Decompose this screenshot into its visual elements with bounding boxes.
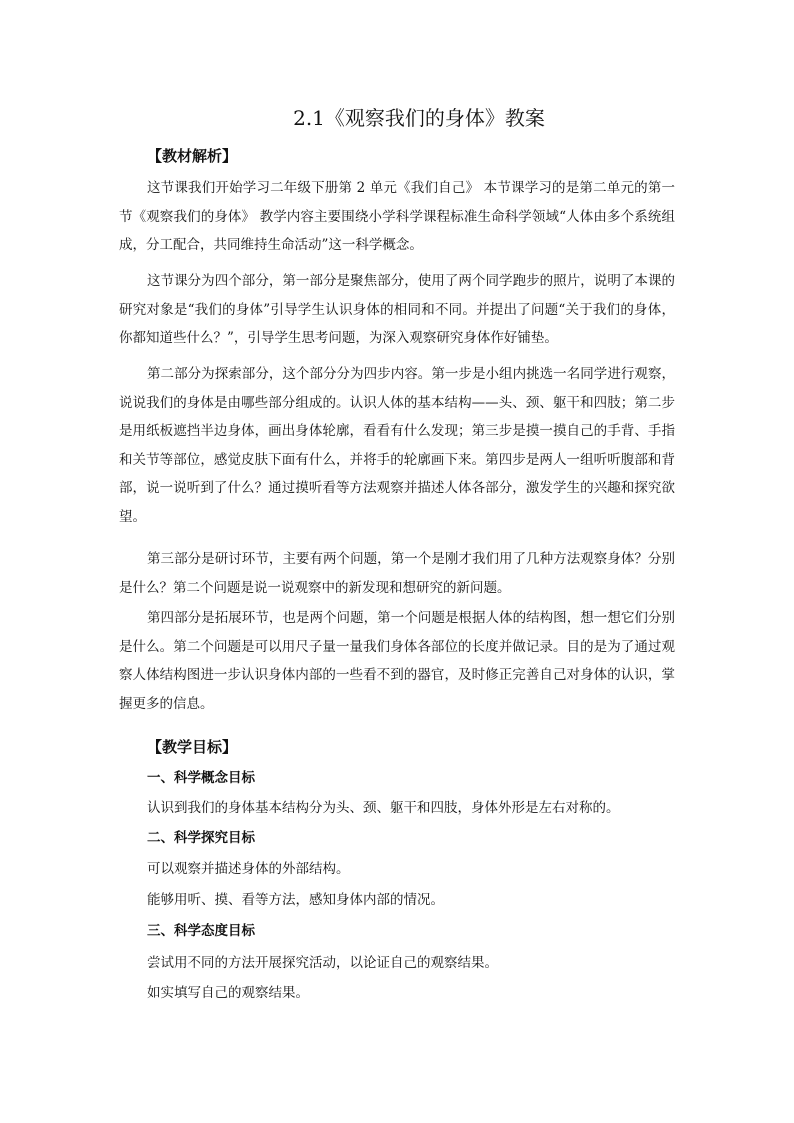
goal-item: 可以观察并描述身体的外部结构。 (147, 861, 350, 877)
paragraph-part-three: 第三部分是研讨环节，主要有两个问题，第一个是刚才我们用了几种方法观察身体？分别是什么？第二个问题是说一说观察中的新发现和想研究的新问题。 (119, 551, 675, 596)
goal-heading-concept: 一、科学概念目标 (147, 770, 255, 786)
paragraph-part-four: 第四部分是拓展环节，也是两个问题，第一个问题是根据人体的结构图，想一想它们分别是什么。第二个问题是可以用尺子量一量我们身体各部位的长度并做记录。目的是为了通过观察人体结构图进一步认识身体内部的一些看不到的器官，及时修正完善自己对身体的认识，掌握更多的信息。 (119, 610, 675, 712)
document-title: 2.1《观察我们的身体》教案 (293, 106, 545, 130)
goal-item: 认识到我们的身体基本结构分为头、颈、躯干和四肢，身体外形是左右对称的。 (147, 800, 620, 816)
goal-item: 如实填写自己的观察结果。 (147, 985, 309, 1001)
goal-heading-attitude: 三、科学态度目标 (147, 923, 255, 939)
paragraph-intro: 这节课我们开始学习二年级下册第 2 单元《我们自己》 本节课学习的是第二单元的第一节《观察我们的身体》 教学内容主要围绕小学科学课程标准生命科学领域“人体由多个系统组成，分工配合，共同维持生命活动”这一科学概念。 (119, 180, 675, 253)
paragraph-part-two: 第二部分为探索部分，这个部分分为四步内容。第一步是小组内挑选一名同学进行观察，说说我们的身体是由哪些部分组成的。认识人体的基本结构——头、颈、躯干和四肢；第二步是用纸板遮挡半边身体，画出身体轮廓，看看有什么发现；第三步是摸一摸自己的手背、手指和关节等部位，感觉皮肤下面有什么，并将手的轮廓画下来。第四步是两人一组听听腹部和背部，说一说听到了什么？通过摸听看等方法观察并描述人体各部分，激发学生的兴趣和探究欲望。 (119, 366, 675, 525)
goal-heading-inquiry: 二、科学探究目标 (147, 830, 255, 846)
section-heading-textbook-analysis: 【教材解析】 (147, 147, 238, 165)
goal-item: 能够用听、摸、看等方法，感知身体内部的情况。 (147, 892, 444, 908)
section-heading-teaching-goals: 【教学目标】 (147, 738, 238, 756)
goal-item: 尝试用不同的方法开展探究活动，以论证自己的观察结果。 (147, 955, 498, 971)
paragraph-part-one: 这节课分为四个部分，第一部分是聚焦部分，使用了两个同学跑步的照片，说明了本课的研究对象是“我们的身体”引导学生认识身体的相同和不同。并提出了问题“关于我们的身体，你都知道些什么？”，引导学生思考问题，为深入观察研究身体作好铺垫。 (119, 273, 675, 346)
